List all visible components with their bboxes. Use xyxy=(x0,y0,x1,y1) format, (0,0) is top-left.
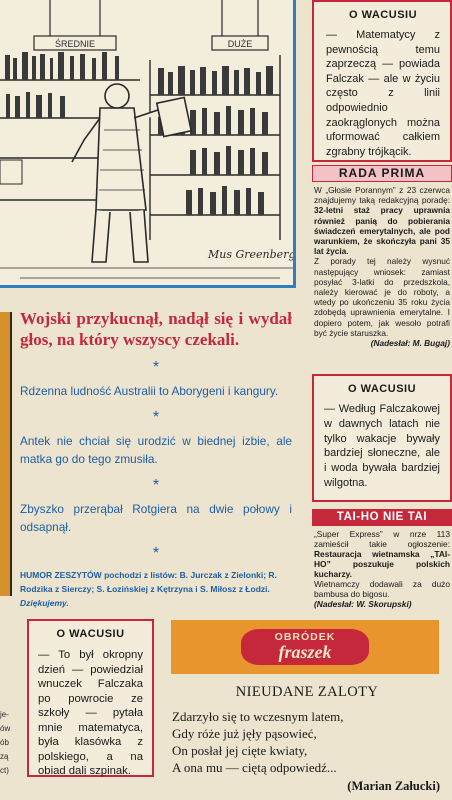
poem-line: A ona mu — ciętą odpowiedź... xyxy=(172,760,337,775)
poem-line: Gdy róże już jęły pąsowieć, xyxy=(172,726,317,741)
cartoon-sign-right: DUŻE xyxy=(227,39,253,49)
rada-prima-title: RADA PRIMA xyxy=(312,165,452,182)
rada-comment: Z porady tej należy wysnuć następujący wniosek: zamiast posyłać 3-latki do przedszkola, należy kierować je do roboty, a wtedy po ukończeniu 35 roku życia zdobędą uprawnienia emerytalne. I dopiero potem, jak wesoło potrafi być życie staruszka. xyxy=(314,256,450,338)
credits-label: HUMOR ZESZYTÓW xyxy=(20,570,102,580)
left-fragment: je- xyxy=(0,710,9,719)
box-title: O WACUSIU xyxy=(56,628,125,640)
left-fragment: ct) xyxy=(0,766,9,775)
humor-credits xyxy=(20,568,292,610)
tai-quote: Restauracja wietnamska „TAI-HO” poszukuje polskich kucharzy. xyxy=(314,549,450,579)
bookstore-cartoon-drawing xyxy=(0,0,296,288)
rada-signature: (Nadesłał: M. Bugaj) xyxy=(370,338,450,349)
cartoon-signature: Mus Greenberg xyxy=(208,248,296,261)
banner-top-text: OBRÓDEK xyxy=(274,631,336,643)
humor-item: Zbyszko przerąbał Rotgiera na dwie połowy i odsapnął. xyxy=(20,502,292,534)
humor-headline: Wojski przykucnął, nadął się i wydał głos, na który wszyscy czekali. xyxy=(20,309,292,349)
rada-quote: 32-letni staż pracy uprawnia również panią do pobierania świadczeń emerytalnych, ale pod warunkiem, że skończyła pani 35 lat życia. xyxy=(314,205,450,257)
box-text: — To był okropny dzień — powiedział wnuczek Falczaka po powrocie ze szkoły — pytała mnie matematyca, była klasówka z polskiego, a na obiad dali szpinak. xyxy=(38,649,143,777)
cartoon-illustration xyxy=(0,0,296,288)
wacusiu-box-2 xyxy=(312,374,452,502)
poem-title: NIEUDANE ZALOTY xyxy=(235,684,379,700)
box-title: O WACUSIU xyxy=(348,9,418,21)
tai-ho-title: TAI-HO NIE TAI xyxy=(312,509,452,526)
wacusiu-box-1 xyxy=(312,0,452,162)
credits-thanks: Dziękujemy. xyxy=(20,598,69,608)
separator-star: * xyxy=(152,409,160,426)
fraszek-banner xyxy=(171,620,439,674)
box-title: O WACUSIU xyxy=(347,383,417,395)
banner-main-text: fraszek xyxy=(278,642,332,662)
rada-prima-body xyxy=(314,185,450,348)
poem-line: Zdarzyło się to wczesnym latem, xyxy=(172,709,344,724)
rada-intro: W „Głosie Porannym” z 23 czerwca znajdujemy taką redakcyjną poradę: xyxy=(314,185,450,206)
box-text: — Według Falczakowej w dawnych latach nie tylko wakacje bywały bardziej słoneczne, ale i woda bywała bardziej wilgotna. xyxy=(324,403,440,489)
left-column-edge xyxy=(0,312,12,596)
poem xyxy=(172,684,442,795)
left-column-fragments xyxy=(0,708,12,778)
tai-signature: (Nadesłał: W. Skorupski) xyxy=(314,599,412,609)
tai-ho-body xyxy=(314,529,450,609)
humor-item: Rdzenna ludność Australii to Aborygeni i kangury. xyxy=(20,384,279,398)
separator-star: * xyxy=(152,545,160,562)
tai-comment: Wietnamczy dodawali za dużo bambusa do bigosu. xyxy=(314,579,450,599)
left-fragment: ób xyxy=(0,738,9,747)
humor-column xyxy=(20,308,292,610)
cartoon-sign-left: ŚREDNIE xyxy=(54,39,96,49)
separator-star: * xyxy=(152,359,160,376)
left-fragment: zą xyxy=(0,752,9,761)
left-fragment: ów xyxy=(0,724,11,733)
box-text: — Matematycy z pewnością temu zaprzeczą — powiada Falczak — ale w życiu często z linii odpowiednio zaokrąglonych można uformować całkiem zgrabny trójkącik. xyxy=(326,29,440,158)
separator-star: * xyxy=(152,477,160,494)
poem-line: On posłał jej cięte kwiaty, xyxy=(172,743,308,758)
poem-author: (Marian Załucki) xyxy=(347,779,440,793)
credits-text: pochodzi z listów: B. Jurczak z Zielonki; R. Rodzika z Sierczy; S. Łozińskiej z Kętrzyna i S. Miłosz z Łodzi. xyxy=(20,570,277,594)
fraszek-logo xyxy=(241,629,369,665)
wacusiu-box-3 xyxy=(27,619,154,777)
tai-intro: „Super Express” w nrze 113 zamieścił takie ogłoszenie: xyxy=(314,529,450,549)
humor-item: Antek nie chciał się urodzić w biednej izbie, ale matka go do tego zmusiła. xyxy=(20,434,292,466)
